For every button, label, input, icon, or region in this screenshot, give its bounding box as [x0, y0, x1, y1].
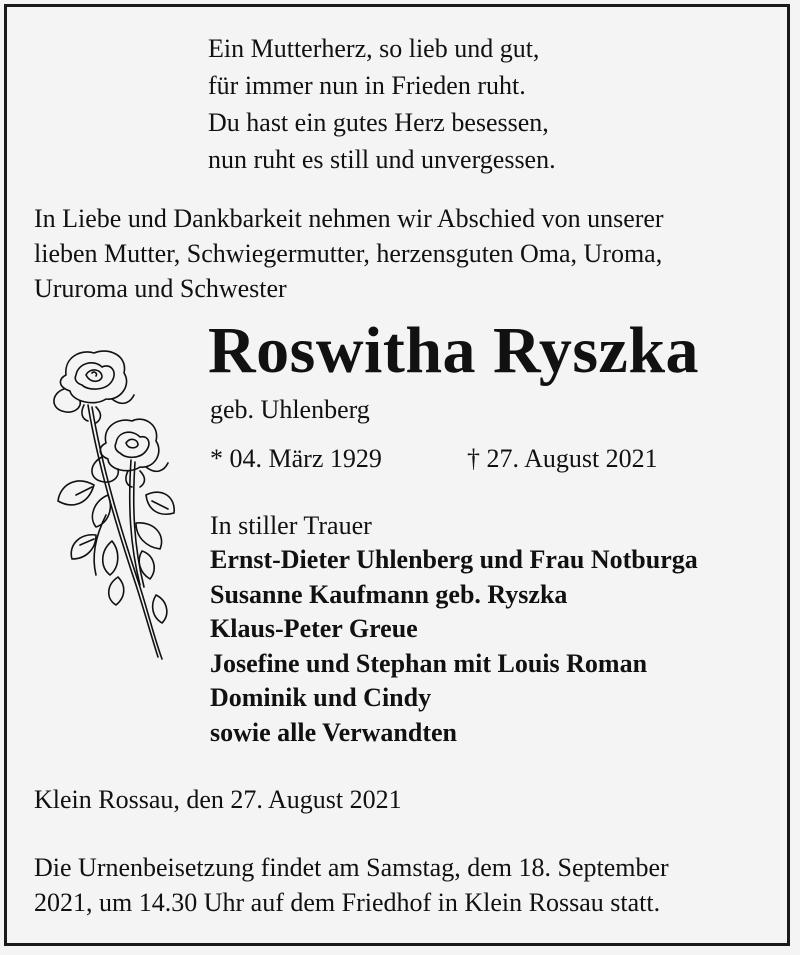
mourner-name: Klaus-Peter Greue: [210, 614, 418, 643]
birth-date: * 04. März 1929: [210, 444, 382, 473]
farewell-text: [34, 201, 774, 306]
intro-line: Ururoma und Schwester: [34, 274, 287, 303]
death-date: † 27. August 2021: [467, 444, 658, 473]
memorial-poem: [208, 30, 556, 178]
mourner-name: Josefine und Stephan mit Louis Roman: [210, 648, 648, 678]
place-and-date: Klein Rossau, den 27. August 2021: [34, 785, 402, 814]
poem-line: nun ruht es still und unvergessen.: [208, 145, 556, 174]
mourners-list: [210, 543, 698, 750]
mourner-name: sowie alle Verwandten: [210, 717, 457, 747]
maiden-name: geb. Uhlenberg: [210, 395, 370, 424]
mourning-intro: In stiller Trauer: [210, 511, 372, 540]
burial-line: Die Urnenbeisetzung findet am Samstag, dem 18. September: [34, 853, 669, 882]
poem-line: Ein Mutterherz, so lieb und gut,: [208, 34, 540, 63]
poem-line: Du hast ein gutes Herz besessen,: [208, 108, 549, 137]
intro-line: In Liebe und Dankbarkeit nehmen wir Abschied von unserer: [34, 204, 664, 233]
rose-illustration: [36, 345, 186, 665]
poem-line: für immer nun in Frieden ruht.: [208, 71, 526, 100]
mourner-name: Dominik und Cindy: [210, 683, 432, 712]
intro-line: lieben Mutter, Schwiegermutter, herzensguten Oma, Uroma,: [34, 239, 663, 268]
deceased-name: Roswitha Ryszka: [208, 314, 700, 387]
mourner-name: Ernst-Dieter Uhlenberg und Frau Notburga: [210, 545, 698, 574]
burial-line: 2021, um 14.30 Uhr auf dem Friedhof in Klein Rossau statt.: [34, 888, 661, 917]
burial-announcement: [34, 850, 774, 920]
mourner-name: Susanne Kaufmann geb. Ryszka: [210, 579, 568, 609]
